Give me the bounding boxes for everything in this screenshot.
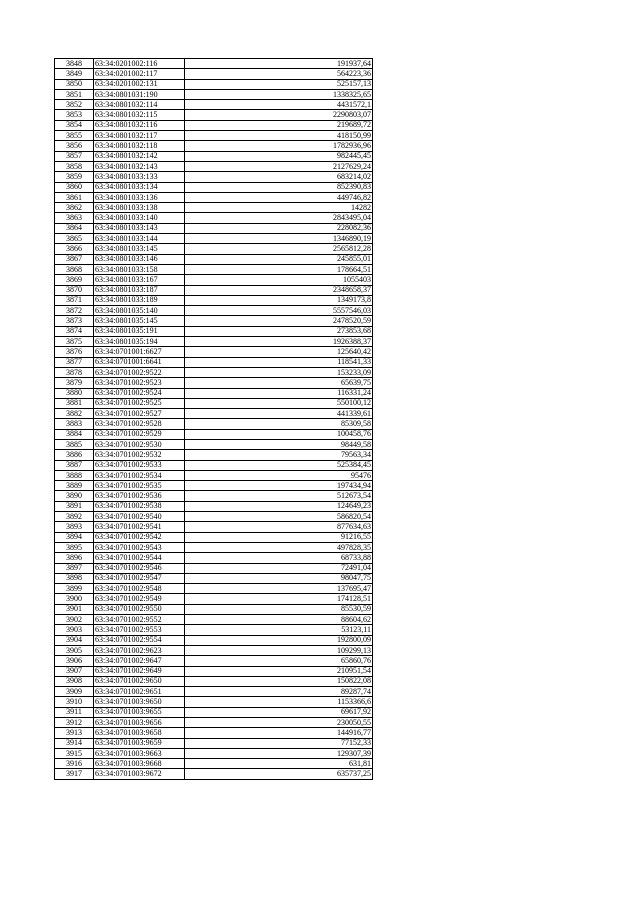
table-row — [55, 141, 373, 151]
row-number-cell: 3879 — [55, 378, 94, 388]
row-number-cell: 3855 — [55, 131, 94, 141]
value-cell: 2290803,07 — [185, 110, 373, 120]
row-number-cell: 3857 — [55, 151, 94, 161]
row-number-cell: 3859 — [55, 172, 94, 182]
row-number-cell: 3908 — [55, 676, 94, 686]
cadastral-number-cell: 63:34:0801032:115 — [94, 110, 185, 120]
row-number-cell: 3890 — [55, 491, 94, 501]
value-cell: 116331,24 — [185, 388, 373, 398]
value-cell: 85309,58 — [185, 419, 373, 429]
table-row — [55, 553, 373, 563]
cadastral-number-cell: 63:34:0701002:9552 — [94, 615, 185, 625]
cadastral-number-cell: 63:34:0701002:9538 — [94, 501, 185, 511]
cadastral-number-cell: 63:34:0201002:131 — [94, 79, 185, 89]
row-number-cell: 3885 — [55, 439, 94, 449]
value-cell: 1153366,6 — [185, 697, 373, 707]
cadastral-number-cell: 63:34:0701002:9647 — [94, 656, 185, 666]
cadastral-number-cell: 63:34:0701002:9536 — [94, 491, 185, 501]
table-row — [55, 254, 373, 264]
value-cell: 2843495,04 — [185, 213, 373, 223]
table-row — [55, 645, 373, 655]
row-number-cell: 3874 — [55, 326, 94, 336]
row-number-cell: 3896 — [55, 553, 94, 563]
table-row — [55, 470, 373, 480]
table-row — [55, 491, 373, 501]
value-cell: 100458,76 — [185, 429, 373, 439]
cadastral-number-cell: 63:34:0701002:9543 — [94, 542, 185, 552]
row-number-cell: 3903 — [55, 625, 94, 635]
cadastral-number-cell: 63:34:0701002:9522 — [94, 367, 185, 377]
cadastral-number-cell: 63:34:0801031:190 — [94, 89, 185, 99]
cadastral-number-cell: 63:34:0701002:9650 — [94, 676, 185, 686]
table-row — [55, 110, 373, 120]
table-row — [55, 501, 373, 511]
value-cell: 109299,13 — [185, 645, 373, 655]
value-cell: 635737,25 — [185, 769, 373, 779]
value-cell: 497828,35 — [185, 542, 373, 552]
row-number-cell: 3878 — [55, 367, 94, 377]
value-cell: 2127629,24 — [185, 161, 373, 171]
table-row — [55, 326, 373, 336]
cadastral-number-cell: 63:34:0701002:9525 — [94, 398, 185, 408]
table-row — [55, 666, 373, 676]
table-row — [55, 697, 373, 707]
row-number-cell: 3897 — [55, 563, 94, 573]
value-cell: 5557546,03 — [185, 306, 373, 316]
value-cell: 230050,55 — [185, 718, 373, 728]
value-cell: 85530,59 — [185, 604, 373, 614]
cadastral-number-cell: 63:34:0701002:9548 — [94, 584, 185, 594]
cadastral-number-cell: 63:34:0701002:9528 — [94, 419, 185, 429]
table-row — [55, 100, 373, 110]
cadastral-number-cell: 63:34:0701002:9547 — [94, 573, 185, 583]
cadastral-number-cell: 63:34:0701002:9549 — [94, 594, 185, 604]
row-number-cell: 3882 — [55, 409, 94, 419]
row-number-cell: 3917 — [55, 769, 94, 779]
table-row — [55, 759, 373, 769]
value-cell: 273853,68 — [185, 326, 373, 336]
row-number-cell: 3884 — [55, 429, 94, 439]
cadastral-number-cell: 63:34:0801035:194 — [94, 337, 185, 347]
cadastral-number-cell: 63:34:0701002:9535 — [94, 481, 185, 491]
value-cell: 98047,75 — [185, 573, 373, 583]
value-cell: 89287,74 — [185, 687, 373, 697]
row-number-cell: 3899 — [55, 584, 94, 594]
row-number-cell: 3905 — [55, 645, 94, 655]
table-row — [55, 450, 373, 460]
value-cell: 219689,72 — [185, 120, 373, 130]
row-number-cell: 3910 — [55, 697, 94, 707]
row-number-cell: 3870 — [55, 285, 94, 295]
value-cell: 14282 — [185, 203, 373, 213]
value-cell: 2478520,59 — [185, 316, 373, 326]
cadastral-number-cell: 63:34:0701002:9524 — [94, 388, 185, 398]
table-row — [55, 419, 373, 429]
table-row — [55, 275, 373, 285]
cadastral-number-cell: 63:34:0201002:117 — [94, 69, 185, 79]
cadastral-number-cell: 63:34:0701003:9672 — [94, 769, 185, 779]
cadastral-number-cell: 63:34:0701003:9663 — [94, 748, 185, 758]
table-row — [55, 347, 373, 357]
cadastral-value-table — [54, 58, 373, 780]
cadastral-number-cell: 63:34:0701003:9659 — [94, 738, 185, 748]
value-cell: 877634,63 — [185, 522, 373, 532]
cadastral-number-cell: 63:34:0801032:142 — [94, 151, 185, 161]
table-row — [55, 542, 373, 552]
row-number-cell: 3891 — [55, 501, 94, 511]
table-row — [55, 316, 373, 326]
cadastral-number-cell: 63:34:0801033:136 — [94, 192, 185, 202]
cadastral-number-cell: 63:34:0701002:9553 — [94, 625, 185, 635]
row-number-cell: 3881 — [55, 398, 94, 408]
value-cell: 586820,54 — [185, 512, 373, 522]
value-cell: 72491,04 — [185, 563, 373, 573]
table-row — [55, 615, 373, 625]
row-number-cell: 3851 — [55, 89, 94, 99]
row-number-cell: 3854 — [55, 120, 94, 130]
table-row — [55, 573, 373, 583]
table-row — [55, 398, 373, 408]
cadastral-number-cell: 63:34:0701002:9651 — [94, 687, 185, 697]
row-number-cell: 3873 — [55, 316, 94, 326]
value-cell: 1782936,96 — [185, 141, 373, 151]
table-row — [55, 718, 373, 728]
row-number-cell: 3860 — [55, 182, 94, 192]
row-number-cell: 3861 — [55, 192, 94, 202]
table-row — [55, 131, 373, 141]
cadastral-number-cell: 63:34:0801035:140 — [94, 306, 185, 316]
table-row — [55, 635, 373, 645]
value-cell: 2348658,37 — [185, 285, 373, 295]
cadastral-number-cell: 63:34:0701002:9523 — [94, 378, 185, 388]
row-number-cell: 3916 — [55, 759, 94, 769]
table-row — [55, 625, 373, 635]
value-cell: 65639,75 — [185, 378, 373, 388]
cadastral-number-cell: 63:34:0701002:9623 — [94, 645, 185, 655]
row-number-cell: 3864 — [55, 223, 94, 233]
cadastral-number-cell: 63:34:0701002:9532 — [94, 450, 185, 460]
cadastral-number-cell: 63:34:0701003:9668 — [94, 759, 185, 769]
cadastral-number-cell: 63:34:0801032:143 — [94, 161, 185, 171]
value-cell: 1338325,65 — [185, 89, 373, 99]
table-row — [55, 687, 373, 697]
cadastral-number-cell: 63:34:0801033:145 — [94, 244, 185, 254]
table-row — [55, 676, 373, 686]
table-row — [55, 337, 373, 347]
table-row — [55, 89, 373, 99]
table-row — [55, 388, 373, 398]
value-cell: 144916,77 — [185, 728, 373, 738]
row-number-cell: 3895 — [55, 542, 94, 552]
row-number-cell: 3888 — [55, 470, 94, 480]
cadastral-number-cell: 63:34:0701001:6627 — [94, 347, 185, 357]
table-row — [55, 522, 373, 532]
value-cell: 1926388,37 — [185, 337, 373, 347]
row-number-cell: 3909 — [55, 687, 94, 697]
value-cell: 245855,01 — [185, 254, 373, 264]
value-cell: 449746,82 — [185, 192, 373, 202]
table-row — [55, 367, 373, 377]
row-number-cell: 3915 — [55, 748, 94, 758]
table-row — [55, 429, 373, 439]
cadastral-number-cell: 63:34:0801033:140 — [94, 213, 185, 223]
table-row — [55, 656, 373, 666]
value-cell: 1349173,8 — [185, 295, 373, 305]
row-number-cell: 3906 — [55, 656, 94, 666]
cadastral-number-cell: 63:34:0801033:146 — [94, 254, 185, 264]
table-row — [55, 69, 373, 79]
cadastral-number-cell: 63:34:0801032:114 — [94, 100, 185, 110]
cadastral-number-cell: 63:34:0701002:9540 — [94, 512, 185, 522]
cadastral-number-cell: 63:34:0701003:9658 — [94, 728, 185, 738]
row-number-cell: 3893 — [55, 522, 94, 532]
cadastral-number-cell: 63:34:0701002:9534 — [94, 470, 185, 480]
row-number-cell: 3900 — [55, 594, 94, 604]
table-row — [55, 172, 373, 182]
table-row — [55, 481, 373, 491]
table-row — [55, 244, 373, 254]
value-cell: 65860,76 — [185, 656, 373, 666]
cadastral-number-cell: 63:34:0801032:118 — [94, 141, 185, 151]
value-cell: 550100,12 — [185, 398, 373, 408]
cadastral-number-cell: 63:34:0201002:116 — [94, 59, 185, 69]
cadastral-number-cell: 63:34:0801035:145 — [94, 316, 185, 326]
value-cell: 525384,45 — [185, 460, 373, 470]
table-row — [55, 738, 373, 748]
value-cell: 53123,11 — [185, 625, 373, 635]
cadastral-number-cell: 63:34:0701003:9655 — [94, 707, 185, 717]
row-number-cell: 3865 — [55, 234, 94, 244]
row-number-cell: 3868 — [55, 264, 94, 274]
value-cell: 137695,47 — [185, 584, 373, 594]
table-row — [55, 285, 373, 295]
cadastral-number-cell: 63:34:0801033:133 — [94, 172, 185, 182]
value-cell: 68733,88 — [185, 553, 373, 563]
cadastral-number-cell: 63:34:0701002:9550 — [94, 604, 185, 614]
value-cell: 77152,33 — [185, 738, 373, 748]
value-cell: 852390,83 — [185, 182, 373, 192]
table-row — [55, 213, 373, 223]
value-cell: 125640,42 — [185, 347, 373, 357]
table-row — [55, 584, 373, 594]
value-cell: 153233,09 — [185, 367, 373, 377]
value-cell: 118541,33 — [185, 357, 373, 367]
row-number-cell: 3875 — [55, 337, 94, 347]
row-number-cell: 3887 — [55, 460, 94, 470]
table-row — [55, 378, 373, 388]
row-number-cell: 3853 — [55, 110, 94, 120]
table-row — [55, 604, 373, 614]
row-number-cell: 3863 — [55, 213, 94, 223]
row-number-cell: 3866 — [55, 244, 94, 254]
row-number-cell: 3902 — [55, 615, 94, 625]
table-row — [55, 161, 373, 171]
table-row — [55, 306, 373, 316]
table-row — [55, 151, 373, 161]
row-number-cell: 3904 — [55, 635, 94, 645]
value-cell: 441339,61 — [185, 409, 373, 419]
table-row — [55, 59, 373, 69]
row-number-cell: 3913 — [55, 728, 94, 738]
table-row — [55, 748, 373, 758]
value-cell: 129307,39 — [185, 748, 373, 758]
value-cell: 1346890,19 — [185, 234, 373, 244]
row-number-cell: 3871 — [55, 295, 94, 305]
table-row — [55, 234, 373, 244]
cadastral-number-cell: 63:34:0801033:167 — [94, 275, 185, 285]
value-cell: 2565812,28 — [185, 244, 373, 254]
row-number-cell: 3876 — [55, 347, 94, 357]
table-row — [55, 79, 373, 89]
table-row — [55, 223, 373, 233]
row-number-cell: 3894 — [55, 532, 94, 542]
table-row — [55, 264, 373, 274]
table-row — [55, 707, 373, 717]
row-number-cell: 3914 — [55, 738, 94, 748]
table-row — [55, 192, 373, 202]
value-cell: 4431572,1 — [185, 100, 373, 110]
cadastral-number-cell: 63:34:0801032:116 — [94, 120, 185, 130]
cadastral-number-cell: 63:34:0801032:117 — [94, 131, 185, 141]
cadastral-number-cell: 63:34:0701002:9527 — [94, 409, 185, 419]
value-cell: 79563,34 — [185, 450, 373, 460]
row-number-cell: 3849 — [55, 69, 94, 79]
table-row — [55, 357, 373, 367]
value-cell: 191937,64 — [185, 59, 373, 69]
value-cell: 210951,54 — [185, 666, 373, 676]
cadastral-number-cell: 63:34:0701003:9650 — [94, 697, 185, 707]
row-number-cell: 3856 — [55, 141, 94, 151]
value-cell: 525157,13 — [185, 79, 373, 89]
cadastral-number-cell: 63:34:0701001:6641 — [94, 357, 185, 367]
row-number-cell: 3907 — [55, 666, 94, 676]
value-cell: 150822,08 — [185, 676, 373, 686]
cadastral-number-cell: 63:34:0701002:9530 — [94, 439, 185, 449]
table-body — [55, 59, 373, 780]
cadastral-number-cell: 63:34:0801035:191 — [94, 326, 185, 336]
table-row — [55, 439, 373, 449]
row-number-cell: 3898 — [55, 573, 94, 583]
cadastral-number-cell: 63:34:0701003:9656 — [94, 718, 185, 728]
table-row — [55, 120, 373, 130]
cadastral-number-cell: 63:34:0801033:138 — [94, 203, 185, 213]
value-cell: 1055403 — [185, 275, 373, 285]
table-row — [55, 460, 373, 470]
row-number-cell: 3872 — [55, 306, 94, 316]
row-number-cell: 3848 — [55, 59, 94, 69]
value-cell: 564223,36 — [185, 69, 373, 79]
value-cell: 98449,58 — [185, 439, 373, 449]
value-cell: 192800,09 — [185, 635, 373, 645]
row-number-cell: 3901 — [55, 604, 94, 614]
table-row — [55, 728, 373, 738]
row-number-cell: 3877 — [55, 357, 94, 367]
value-cell: 228082,36 — [185, 223, 373, 233]
cadastral-number-cell: 63:34:0701002:9541 — [94, 522, 185, 532]
value-cell: 69617,92 — [185, 707, 373, 717]
row-number-cell: 3889 — [55, 481, 94, 491]
cadastral-number-cell: 63:34:0701002:9544 — [94, 553, 185, 563]
table-row — [55, 532, 373, 542]
cadastral-number-cell: 63:34:0701002:9546 — [94, 563, 185, 573]
cadastral-number-cell: 63:34:0701002:9533 — [94, 460, 185, 470]
value-cell: 512673,54 — [185, 491, 373, 501]
cadastral-number-cell: 63:34:0701002:9542 — [94, 532, 185, 542]
cadastral-number-cell: 63:34:0801033:143 — [94, 223, 185, 233]
row-number-cell: 3912 — [55, 718, 94, 728]
cadastral-number-cell: 63:34:0801033:189 — [94, 295, 185, 305]
table-row — [55, 409, 373, 419]
cadastral-number-cell: 63:34:0701002:9529 — [94, 429, 185, 439]
value-cell: 683214,02 — [185, 172, 373, 182]
row-number-cell: 3850 — [55, 79, 94, 89]
table-row — [55, 512, 373, 522]
table-row — [55, 295, 373, 305]
row-number-cell: 3886 — [55, 450, 94, 460]
table-row — [55, 203, 373, 213]
table-row — [55, 563, 373, 573]
cadastral-number-cell: 63:34:0801033:187 — [94, 285, 185, 295]
value-cell: 88604,62 — [185, 615, 373, 625]
row-number-cell: 3911 — [55, 707, 94, 717]
row-number-cell: 3892 — [55, 512, 94, 522]
value-cell: 197434,94 — [185, 481, 373, 491]
row-number-cell: 3852 — [55, 100, 94, 110]
row-number-cell: 3869 — [55, 275, 94, 285]
cadastral-number-cell: 63:34:0701002:9649 — [94, 666, 185, 676]
value-cell: 124649,23 — [185, 501, 373, 511]
row-number-cell: 3880 — [55, 388, 94, 398]
value-cell: 982445,45 — [185, 151, 373, 161]
cadastral-number-cell: 63:34:0701002:9554 — [94, 635, 185, 645]
row-number-cell: 3883 — [55, 419, 94, 429]
table-row — [55, 182, 373, 192]
value-cell: 174128,51 — [185, 594, 373, 604]
cadastral-number-cell: 63:34:0801033:144 — [94, 234, 185, 244]
value-cell: 418150,99 — [185, 131, 373, 141]
value-cell: 91216,55 — [185, 532, 373, 542]
row-number-cell: 3867 — [55, 254, 94, 264]
row-number-cell: 3858 — [55, 161, 94, 171]
table-row — [55, 594, 373, 604]
value-cell: 178664,51 — [185, 264, 373, 274]
table-row — [55, 769, 373, 779]
cadastral-number-cell: 63:34:0801033:158 — [94, 264, 185, 274]
value-cell: 631,81 — [185, 759, 373, 769]
cadastral-number-cell: 63:34:0801033:134 — [94, 182, 185, 192]
value-cell: 95476 — [185, 470, 373, 480]
row-number-cell: 3862 — [55, 203, 94, 213]
